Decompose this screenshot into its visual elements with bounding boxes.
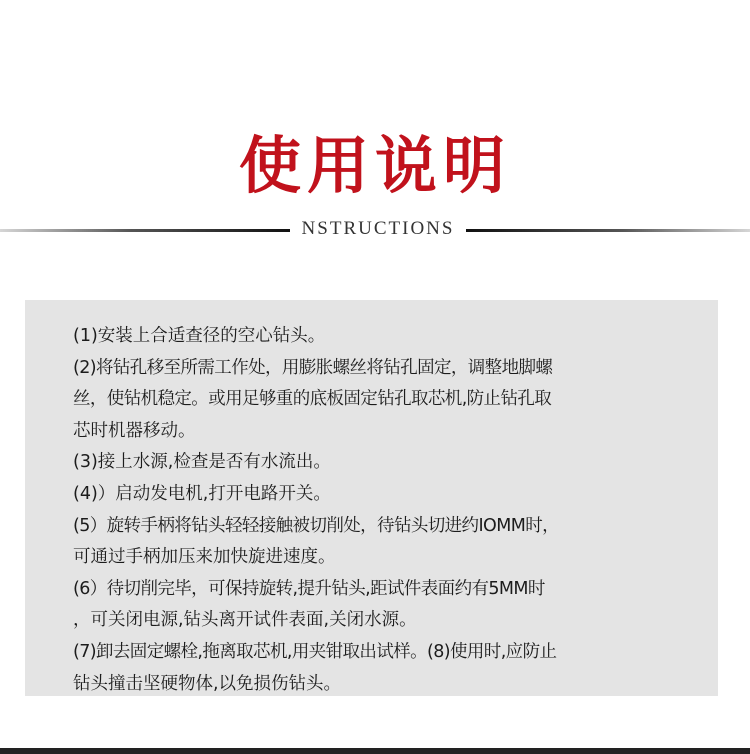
left-divider xyxy=(0,229,290,232)
instruction-line: 丝，使钻机稳定。或用足够重的底板固定钻孔取芯机,防止钻孔取 xyxy=(73,389,552,410)
page-title: 使用说明 xyxy=(238,129,511,202)
instructions-text xyxy=(73,321,678,700)
instruction-line: 芯时机器移动。 xyxy=(73,420,196,441)
bottom-border xyxy=(0,748,750,754)
subtitle-row xyxy=(0,216,750,242)
instruction-line: ，可关闭电源,钻头离开试件表面,关闭水源。 xyxy=(73,610,417,631)
right-divider xyxy=(466,229,750,232)
instructions-panel xyxy=(25,300,718,696)
instruction-line: (7)卸去固定螺栓,拖离取芯机,用夹钳取出试样。(8)使用时,应防止 xyxy=(73,641,557,662)
instruction-line: (3)接上水源,检查是否有水流出。 xyxy=(73,452,331,473)
instruction-line: (4)）启动发电机,打开电路开关。 xyxy=(73,483,331,504)
subtitle: NSTRUCTIONS xyxy=(301,218,455,239)
instruction-line: (5）旋转手柄将钻头轻轻接触被切削处，待钻头切进约IOMM时， xyxy=(73,515,559,536)
instruction-line: (2)将钻孔移至所需工作处，用膨胀螺丝将钻孔固定，调整地脚螺 xyxy=(73,357,553,378)
instruction-line: 可通过手柄加压来加快旋进速度。 xyxy=(73,547,336,568)
instruction-line: 钻头撞击坚硬物体,以免损伤钻头。 xyxy=(73,673,342,694)
instruction-line: (6）待切削完毕，可保持旋转,提升钻头,距试件表面约有5MM时 xyxy=(73,578,545,599)
instruction-line: (1)安装上合适查径的空心钻头。 xyxy=(73,326,326,346)
